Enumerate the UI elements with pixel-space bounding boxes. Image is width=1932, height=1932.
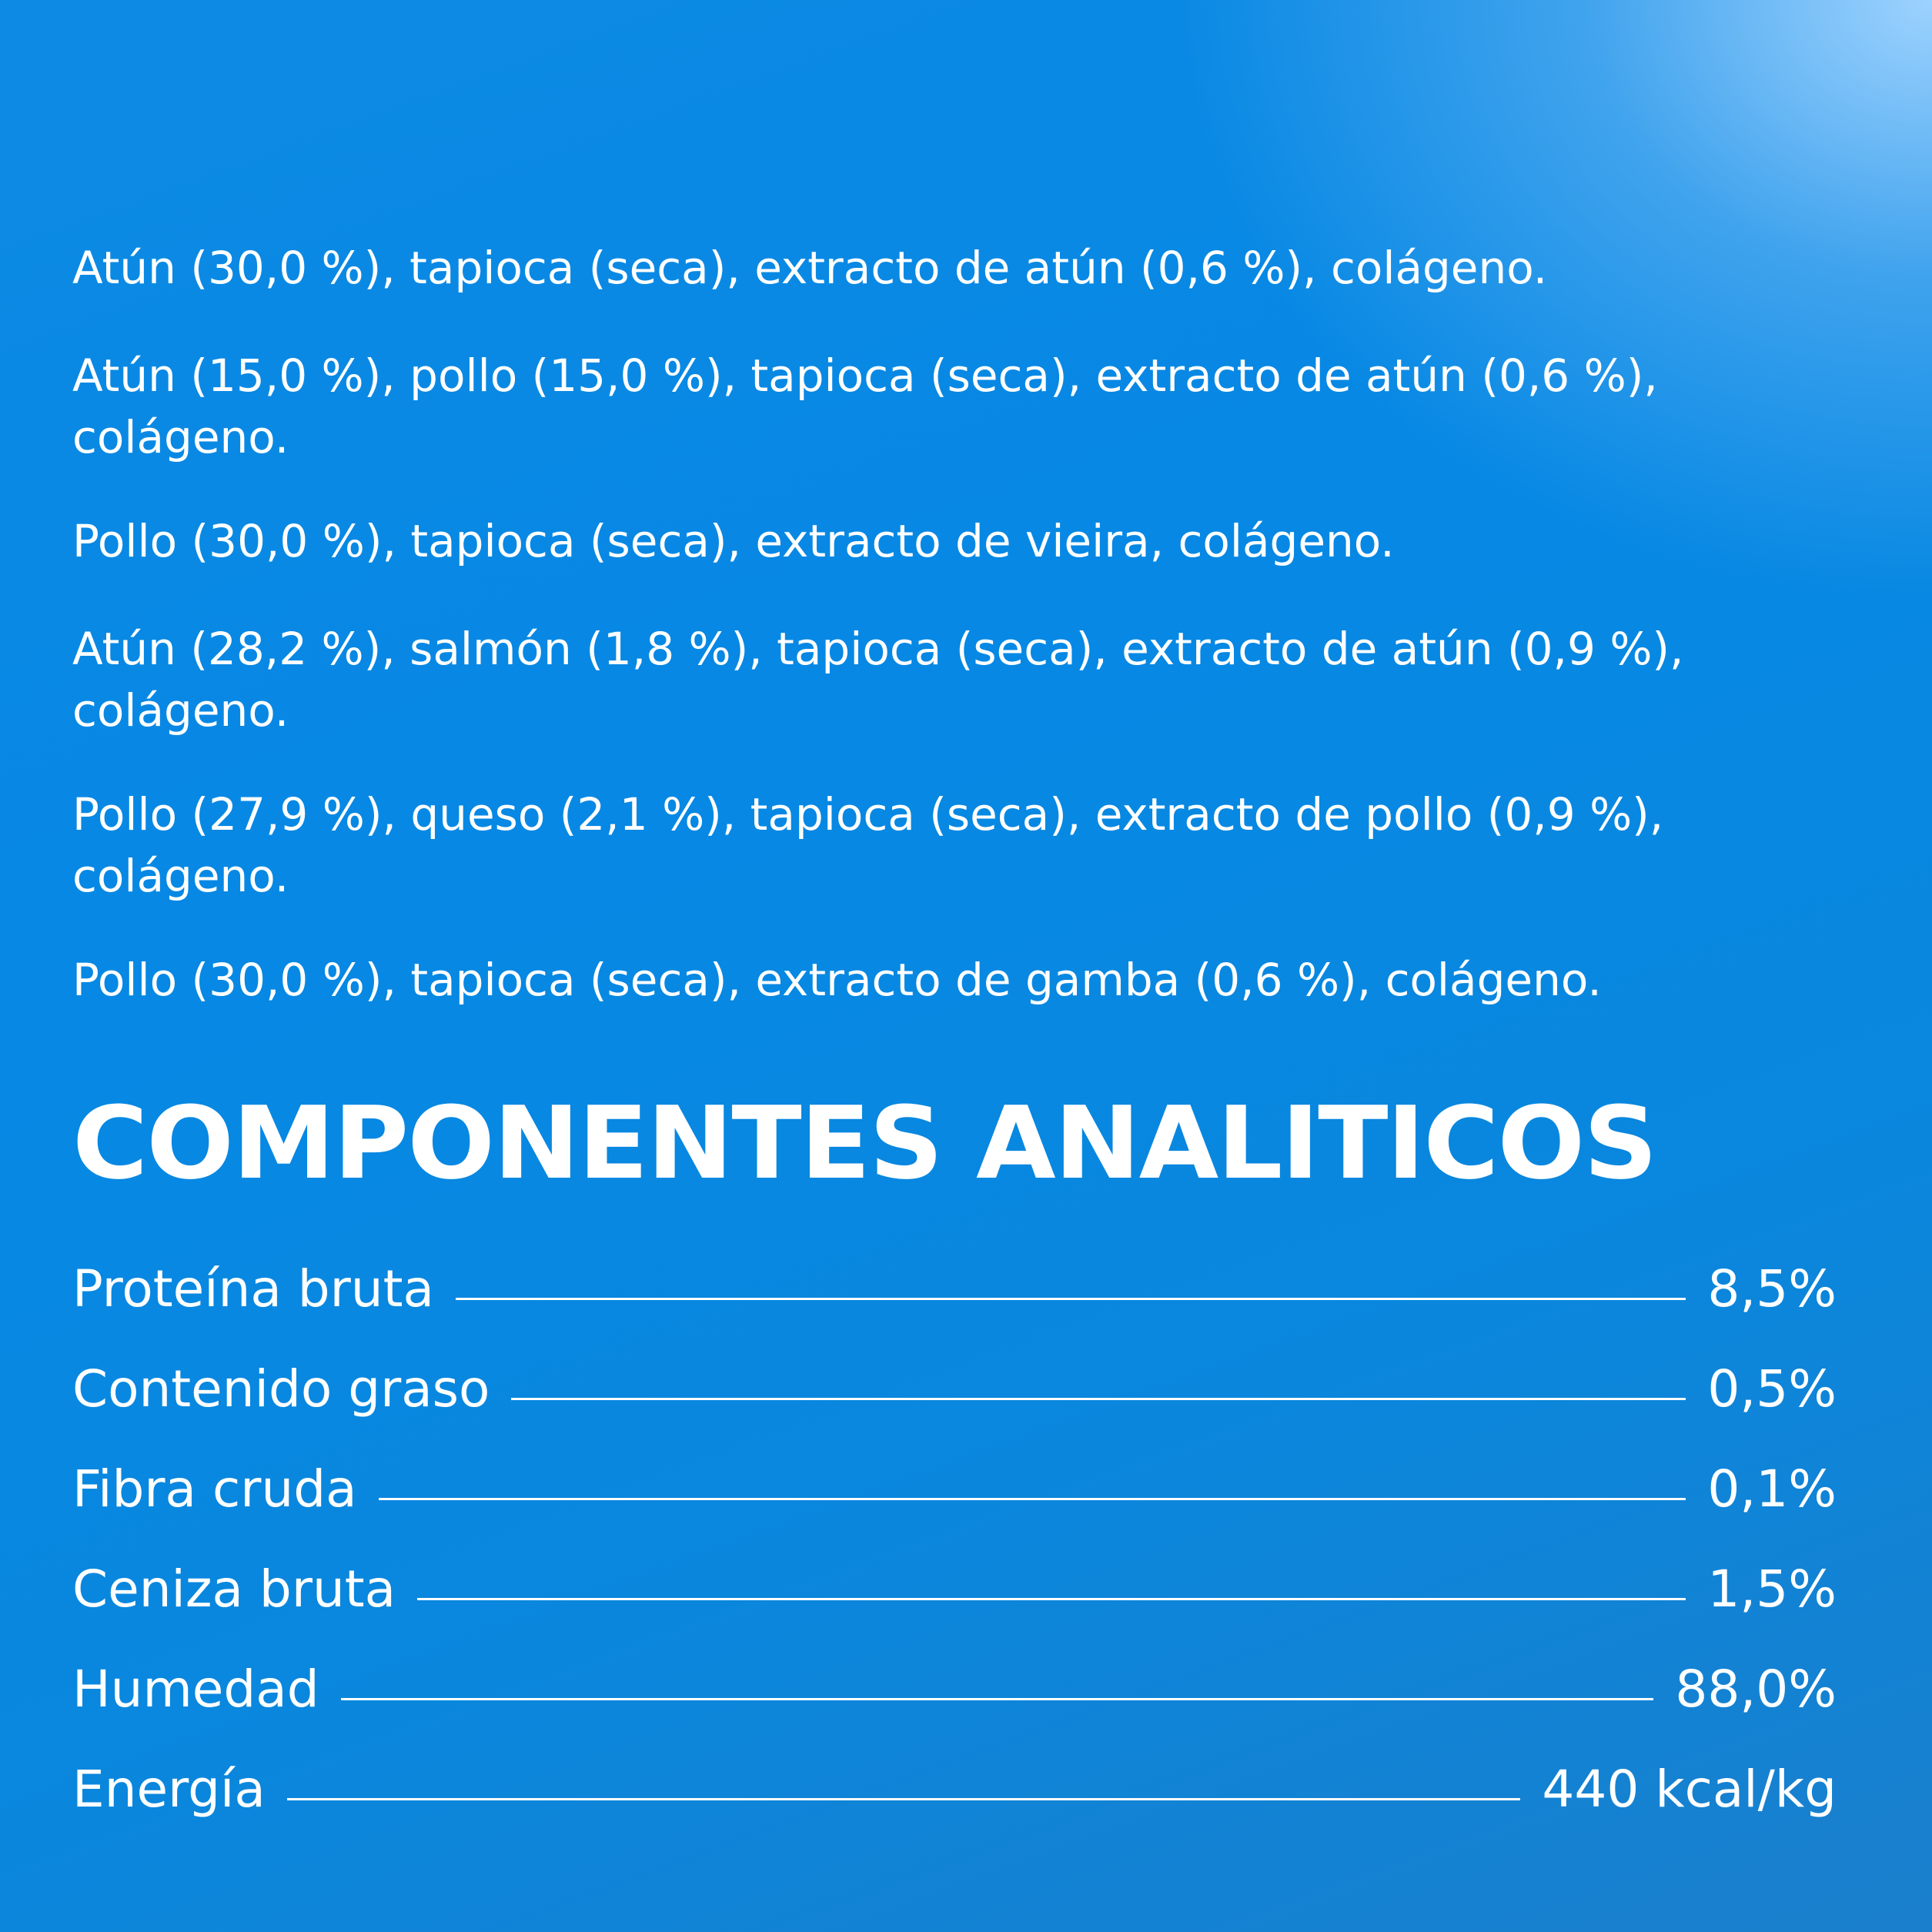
analysis-label: Fibra cruda — [72, 1459, 357, 1519]
ingredient-line: Pollo (27,9 %), queso (2,1 %), tapioca (seca), extracto de pollo (0,9 %), colágeno. — [72, 788, 1664, 902]
analysis-label: Energía — [72, 1760, 266, 1819]
ingredients-list — [72, 237, 1837, 1057]
analysis-row-fibre — [72, 1451, 1837, 1551]
section-heading: COMPONENTES ANALITICOS — [72, 1085, 1656, 1202]
analysis-row-moisture — [72, 1651, 1837, 1751]
leader-line — [379, 1498, 1686, 1500]
leader-line — [511, 1398, 1686, 1400]
analysis-value: 8,5% — [1707, 1259, 1837, 1319]
analysis-row-ash — [72, 1551, 1837, 1651]
analysis-value: 1,5% — [1707, 1559, 1837, 1619]
leader-line — [456, 1298, 1686, 1300]
analysis-label: Humedad — [72, 1660, 319, 1719]
leader-line — [417, 1598, 1686, 1600]
analysis-label: Proteína bruta — [72, 1259, 434, 1319]
nutrition-panel — [72, 0, 1837, 1932]
leader-line — [341, 1698, 1654, 1700]
analysis-value: 88,0% — [1675, 1660, 1837, 1719]
ingredient-line: Atún (15,0 %), pollo (15,0 %), tapioca (seca), extracto de atún (0,6 %), colágeno. — [72, 349, 1658, 463]
analysis-row-protein — [72, 1251, 1837, 1351]
analysis-row-energy — [72, 1751, 1837, 1851]
ingredient-line: Pollo (30,0 %), tapioca (seca), extracto de vieira, colágeno. — [72, 515, 1395, 567]
ingredient-line: Atún (28,2 %), salmón (1,8 %), tapioca (seca), extracto de atún (0,9 %), colágeno. — [72, 623, 1684, 737]
analysis-label: Contenido graso — [72, 1359, 490, 1419]
ingredient-line: Atún (30,0 %), tapioca (seca), extracto de atún (0,6 %), colágeno. — [72, 242, 1548, 294]
analysis-value: 440 kcal/kg — [1542, 1760, 1837, 1819]
analysis-row-fat — [72, 1351, 1837, 1451]
analytical-components-table — [72, 1251, 1837, 1851]
analysis-label: Ceniza bruta — [72, 1559, 396, 1619]
leader-line — [287, 1798, 1521, 1800]
ingredient-line: Pollo (30,0 %), tapioca (seca), extracto de gamba (0,6 %), colágeno. — [72, 954, 1602, 1006]
analysis-value: 0,1% — [1707, 1459, 1837, 1519]
analysis-value: 0,5% — [1707, 1359, 1837, 1419]
